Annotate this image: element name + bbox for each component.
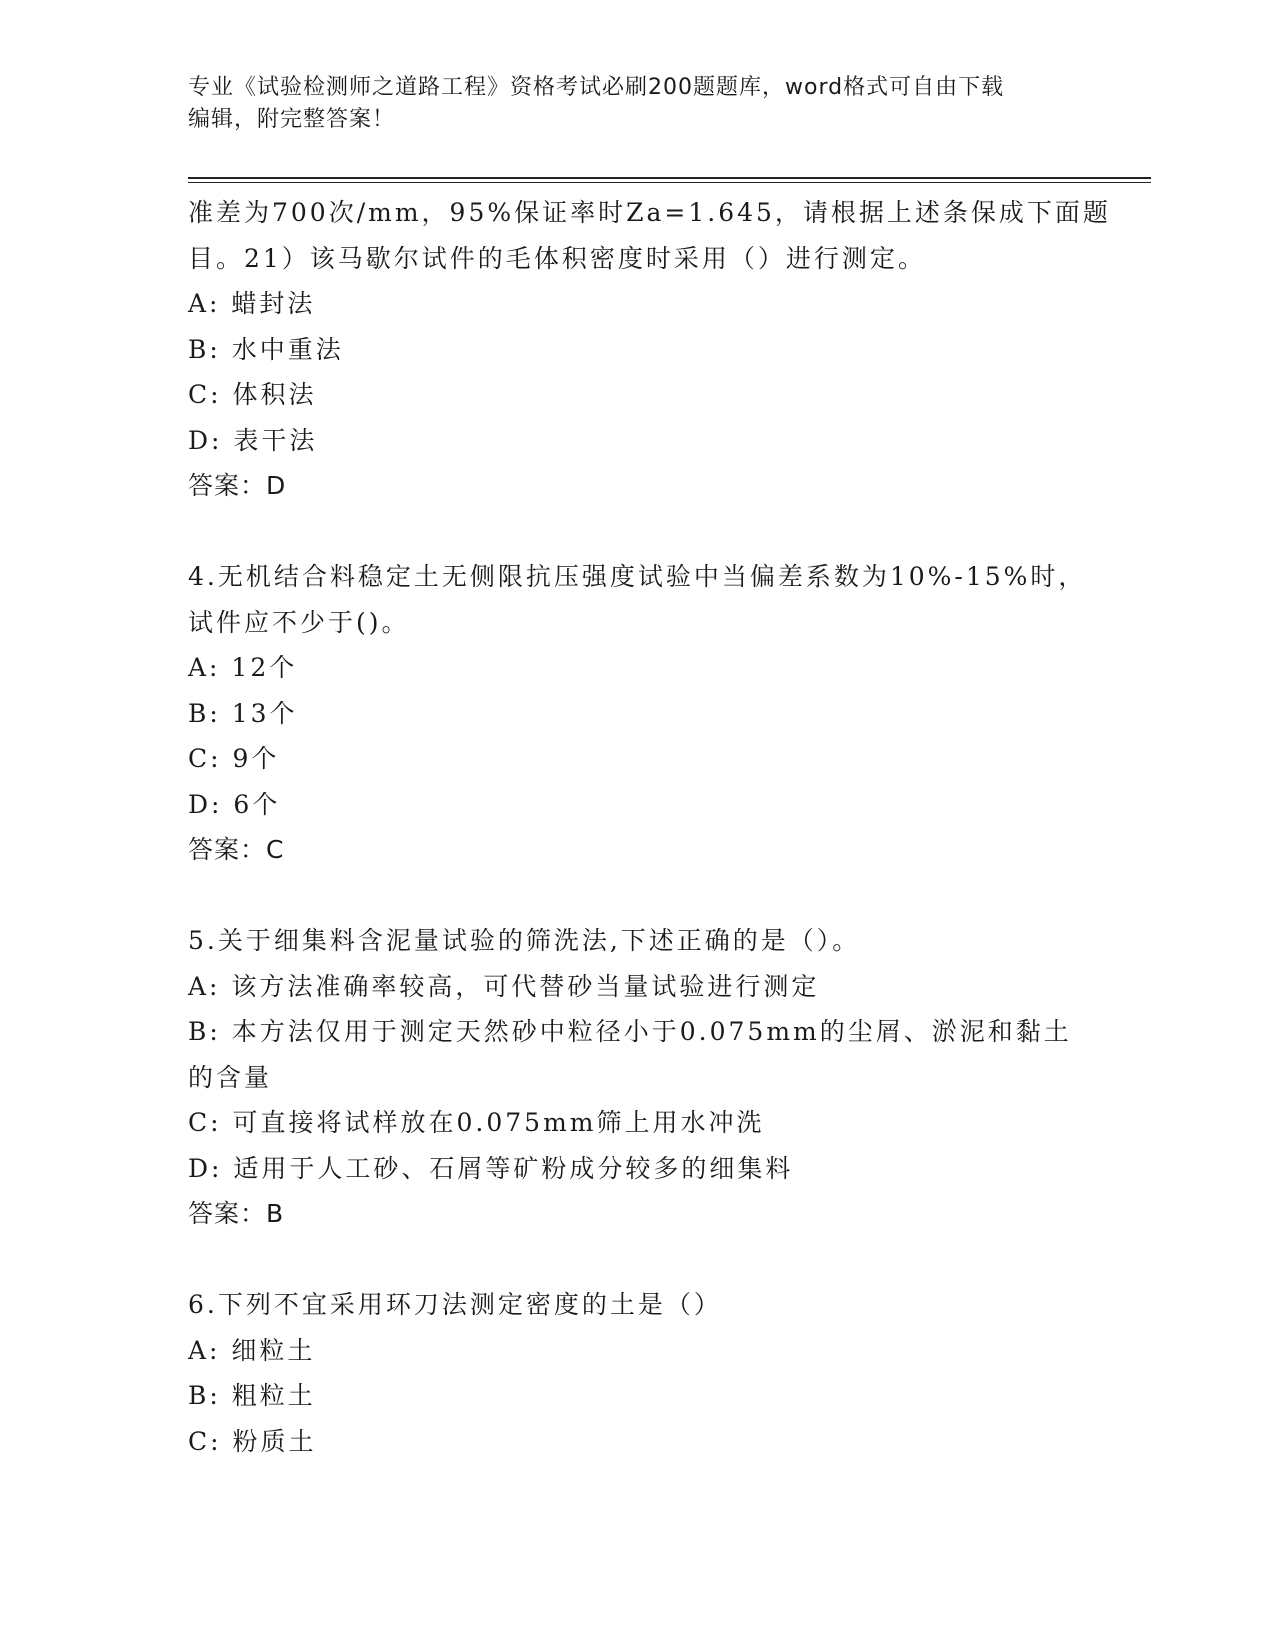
option-b: B: 本方法仅用于测定天然砂中粒径小于0.075mm的尘屑、淤泥和黏土 xyxy=(188,1017,1072,1046)
question-stem-line: 6.下列不宜采用环刀法测定密度的土是（） xyxy=(188,1290,722,1319)
document-header xyxy=(188,72,1088,136)
question-stem-line: 5.关于细集料含泥量试验的筛洗法,下述正确的是（）。 xyxy=(188,926,861,955)
option-a: A: 该方法准确率较高，可代替砂当量试验进行测定 xyxy=(188,971,820,1001)
question-3 xyxy=(188,190,1111,509)
option-c: C: 9个 xyxy=(188,744,280,773)
option-b-continuation: 的含量 xyxy=(188,1062,273,1092)
question-list xyxy=(188,190,1111,1464)
question-spacer xyxy=(188,1237,1088,1283)
question-stem-line: 目。21）该马歇尔试件的毛体积密度时采用（）进行测定。 xyxy=(188,243,926,273)
question-6 xyxy=(188,1282,1088,1464)
option-c: C: 体积法 xyxy=(188,380,317,409)
option-c: C: 粉质土 xyxy=(188,1426,317,1456)
question-stem-line: 试件应不少于()。 xyxy=(188,607,410,637)
question-spacer xyxy=(188,873,1088,919)
option-d: D: 6个 xyxy=(188,789,281,819)
header-divider-thin xyxy=(188,182,1151,183)
header-title-line-1: 专业《试验检测师之道路工程》资格考试必刷200题题库，word格式可自由下载 xyxy=(188,75,1005,100)
option-b: B: 水中重法 xyxy=(188,334,344,364)
answer-line: 答案：B xyxy=(188,1199,285,1228)
header-title-line-2: 编辑，附完整答案！ xyxy=(188,107,396,132)
header-divider-thick xyxy=(188,177,1151,179)
option-d: D: 表干法 xyxy=(188,425,318,455)
answer-line: 答案：C xyxy=(188,835,285,864)
option-a: A: 12个 xyxy=(188,653,298,682)
question-5 xyxy=(188,918,1088,1237)
question-spacer xyxy=(188,509,1088,555)
option-b: B: 粗粒土 xyxy=(188,1381,316,1410)
question-stem-line: 准差为700次/mm，95%保证率时Za=1.645，请根据上述条保成下面题 xyxy=(188,198,1111,227)
option-c: C: 可直接将试样放在0.075mm筛上用水冲洗 xyxy=(188,1108,765,1137)
question-4 xyxy=(188,554,1088,873)
option-a: A: 细粒土 xyxy=(188,1335,316,1365)
option-b: B: 13个 xyxy=(188,698,298,728)
question-stem-line: 4.无机结合料稳定土无侧限抗压强度试验中当偏差系数为10%-15%时， xyxy=(188,562,1087,591)
answer-line: 答案：D xyxy=(188,471,287,500)
option-d: D: 适用于人工砂、石屑等矿粉成分较多的细集料 xyxy=(188,1153,794,1183)
option-a: A: 蜡封法 xyxy=(188,289,316,318)
